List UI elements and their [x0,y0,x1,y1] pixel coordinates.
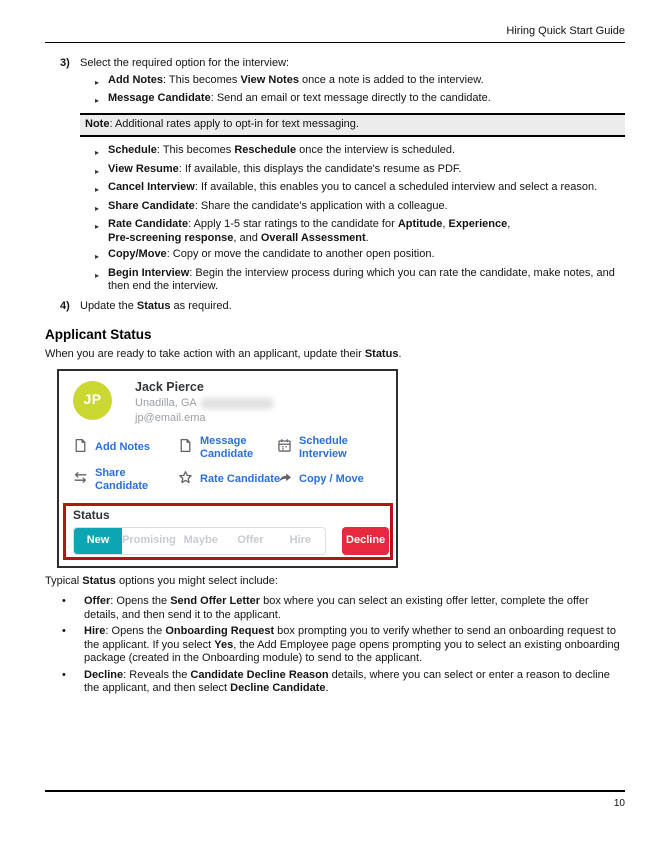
list-item [45,92,625,108]
schedule-interview-button[interactable] [277,433,383,463]
calendar-icon [277,438,292,458]
applicant-card-screenshot [57,369,398,568]
rate-candidate-button[interactable] [178,465,280,495]
share-candidate-button[interactable] [73,465,179,495]
running-header [45,0,625,43]
swap-arrows-icon [73,470,88,490]
list-item [45,200,625,216]
list-item-text: Rate Candidate: Apply 1-5 star ratings to the candidate for Aptitude, Experience, Pre-screening response, and Overall Assessment. [108,218,511,244]
forward-arrow-icon [277,470,292,490]
avatar: JP [73,381,112,420]
triangle-bullet-icon: ▸ [95,77,100,87]
list-item [45,163,625,179]
interview-options-list [45,144,625,294]
status-option-hire[interactable]: Hire [289,533,312,546]
numbered-step-4 [45,300,625,314]
list-item-text: Begin Interview: Begin the interview process during which you can rate the candidate, make notes, and then end the interview. [108,266,615,292]
triangle-bullet-icon: ▸ [95,203,100,213]
triangle-bullet-icon: ▸ [95,270,100,280]
page-content [45,52,625,696]
list-item [45,181,625,197]
candidate-location: Unadilla, GA [135,396,197,409]
status-annotation-box [63,503,393,560]
list-item [45,669,625,696]
candidate-name: Jack Pierce [135,379,204,394]
message-candidate-button[interactable] [178,433,284,463]
list-item [45,144,625,160]
action-label: Message Candidate [200,434,254,460]
action-label: Share Candidate [95,466,149,492]
step-number: 4) [60,299,70,312]
list-item-text: Message Candidate: Send an email or text message directly to the candidate. [108,92,491,104]
decline-button[interactable]: Decline [342,527,389,555]
bullet-icon: • [62,595,66,607]
action-label: Rate Candidate [200,473,281,485]
list-item-text: View Resume: If available, this displays the candidate's resume as PDF. [108,162,462,175]
note-callout [80,113,625,138]
triangle-bullet-icon: ▸ [95,185,100,194]
typical-options-intro: Typical Status options you might select include: [45,574,278,587]
numbered-step-3 [45,57,625,71]
triangle-bullet-icon: ▸ [95,166,100,176]
status-option-new[interactable]: New [74,528,122,554]
note-icon [178,438,193,458]
triangle-bullet-icon: ▸ [95,96,100,105]
status-option-maybe[interactable]: Maybe [183,533,218,546]
status-option-promising[interactable]: Promising [122,533,176,546]
list-item [45,267,625,294]
section-intro: When you are ready to take action with an applicant, update their Status. [45,348,402,360]
add-notes-button[interactable] [73,433,150,463]
triangle-bullet-icon: ▸ [95,222,100,231]
copy-move-button[interactable] [277,465,364,495]
candidate-email: jp@email.ema [135,411,206,424]
note-icon [73,438,88,458]
list-item-text: Hire: Opens the Onboarding Request box prompting you to verify whether to send an onboarding request to the applicant. If you select Yes, the Add Employee page opens prompting you to select an existing onboarding package (created in the Onboarding module) to send to the applicant. [84,625,620,664]
list-item-text: Cancel Interview: If available, this enables you to cancel a scheduled interview and select a reason. [108,181,598,193]
step-number: 3) [60,57,70,69]
list-item-text: Share Candidate: Share the candidate's application with a colleague. [108,199,448,212]
action-label: Schedule Interview [299,434,348,460]
action-label: Add Notes [95,441,150,453]
header-title: Hiring Quick Start Guide [506,25,625,37]
list-item [45,248,625,264]
list-item-text: Schedule: This becomes Reschedule once the interview is scheduled. [108,144,456,156]
redacted-text [201,398,273,409]
triangle-bullet-icon: ▸ [95,148,100,157]
triangle-bullet-icon: ▸ [95,252,100,261]
status-bar [73,527,389,555]
section-heading: Applicant Status [45,327,152,342]
list-item [45,74,625,90]
status-option-offer[interactable]: Offer [237,533,264,546]
note-text: Note: Additional rates apply to opt-in for text messaging. [85,117,359,130]
list-item [45,595,625,622]
bullet-icon: • [62,668,66,681]
page-footer [45,790,625,809]
page-number: 10 [613,798,625,809]
list-item-text: Add Notes: This becomes View Notes once a note is added to the interview. [108,73,484,86]
status-segmented-control [73,527,326,555]
bullet-icon: • [62,625,66,637]
status-label: Status [73,507,110,522]
list-item-text: Offer: Opens the Send Offer Letter box where you can select an existing offer letter, complete the offer details, and then send it to the applicant. [84,595,589,621]
list-item [45,218,625,245]
list-item-text: Copy/Move: Copy or move the candidate to another open position. [108,248,435,260]
action-label: Copy / Move [299,473,364,485]
step-text: Update the Status as required. [80,299,232,312]
list-item-text: Decline: Reveals the Candidate Decline Reason details, where you can select or enter a reason to decline the applicant, and then select Decline Candidate. [84,668,610,694]
list-item [45,625,625,666]
step-text: Select the required option for the interview: [80,57,290,69]
star-icon [178,470,193,490]
